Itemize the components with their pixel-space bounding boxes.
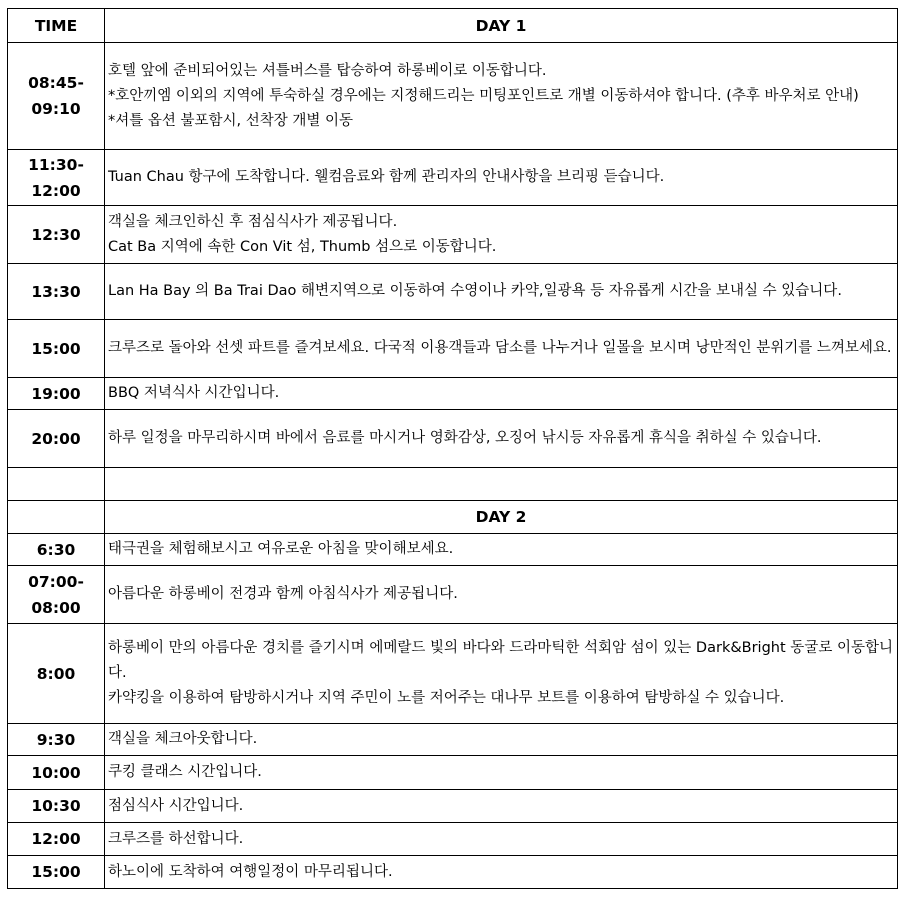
time-text: 20:00	[31, 429, 81, 448]
description-text: 크루즈를 하선합니다.	[108, 830, 244, 847]
schedule-row	[8, 150, 898, 206]
time-cell	[8, 150, 105, 206]
time-text: 6:30	[36, 540, 76, 559]
time-text: 8:00	[36, 664, 76, 683]
description-text: *셔틀 옵션 불포함시, 선착장 개별 이동	[108, 112, 354, 129]
description-text: Tuan Chau 항구에 도착합니다. 웰컴음료와 함께 관리자의 안내사항을 브리핑 듣습니다.	[108, 169, 665, 185]
time-text: 10:00	[31, 763, 81, 782]
time-text: 08:00	[31, 598, 81, 617]
schedule-row	[8, 624, 898, 724]
description-text: 크루즈로 돌아와 선셋 파트를 즐겨보세요. 다국적 이용객들과 담소를 나누거나 일몰을 보시며 낭만적인 분위기를 느껴보세요.	[108, 340, 892, 356]
schedule-row	[8, 566, 898, 624]
description-text: *호안끼엠 이외의 지역에 투숙하실 경우에는 지정해드리는 미팅포인트로 개별 이동하셔야 합니다. (추후 바우처로 안내)	[108, 87, 859, 104]
empty-cell	[8, 468, 105, 501]
description-cell	[105, 410, 898, 468]
time-header: TIME	[8, 9, 105, 43]
schedule-row	[8, 320, 898, 378]
spacer-row	[8, 468, 898, 501]
schedule-row	[8, 724, 898, 756]
time-cell	[8, 624, 105, 724]
time-text: 08:45-	[28, 74, 84, 92]
schedule-row	[8, 43, 898, 150]
description-cell	[105, 624, 898, 724]
description-cell	[105, 566, 898, 624]
time-text: 11:30-	[28, 155, 84, 174]
description-cell	[105, 150, 898, 206]
description-text: 하노이에 도착하여 여행일정이 마무리됩니다.	[108, 863, 393, 880]
time-cell	[8, 856, 105, 889]
description-text: 객실을 체크아웃합니다.	[108, 731, 258, 747]
empty-cell	[8, 501, 105, 534]
time-cell	[8, 264, 105, 320]
empty-cell	[105, 468, 898, 501]
time-cell	[8, 724, 105, 756]
description-text: Cat Ba 지역에 속한 Con Vit 섬, Thumb 섬으로 이동합니다.	[108, 238, 497, 255]
description-text: 카약킹을 이용하여 탐방하시거나 지역 주민이 노를 저어주는 대나무 보트를 이용하여 탐방하실 수 있습니다.	[108, 690, 785, 706]
description-text: 아름다운 하롱베이 전경과 함께 아침식사가 제공됩니다.	[108, 586, 458, 602]
description-cell	[105, 534, 898, 566]
description-cell	[105, 724, 898, 756]
description-cell	[105, 206, 898, 264]
time-text: 12:00	[31, 830, 81, 848]
description-text: 점심식사 시간입니다.	[108, 797, 244, 814]
schedule-row	[8, 756, 898, 790]
header-row-day2	[8, 501, 898, 534]
time-cell	[8, 378, 105, 410]
schedule-row	[8, 823, 898, 856]
time-text: 15:00	[31, 863, 81, 881]
time-text: 10:30	[31, 797, 81, 815]
time-cell	[8, 756, 105, 790]
time-text: 13:30	[31, 282, 81, 301]
description-text: BBQ 저녁식사 시간입니다.	[108, 385, 280, 401]
description-text: 하롱베이 만의 아름다운 경치를 즐기시며 에메랄드 빛의 바다와 드라마틱한 석회암 섬이 있는 Dark&Bright 동굴로 이동합니다.	[108, 640, 893, 681]
description-cell	[105, 264, 898, 320]
schedule-row	[8, 378, 898, 410]
description-text: Lan Ha Bay 의 Ba Trai Dao 해변지역으로 이동하여 수영이나 카약,일광욕 등 자유롭게 시간을 보내실 수 있습니다.	[108, 283, 842, 299]
schedule-row	[8, 790, 898, 823]
time-cell	[8, 43, 105, 150]
description-cell	[105, 856, 898, 889]
description-text: 하루 일정을 마무리하시며 바에서 음료를 마시거나 영화감상, 오징어 낚시등 자유롭게 휴식을 취하실 수 있습니다.	[108, 430, 822, 446]
schedule-row	[8, 264, 898, 320]
time-text: 12:30	[31, 225, 81, 244]
description-cell	[105, 320, 898, 378]
time-text: 07:00-	[28, 572, 84, 591]
description-text: 객실을 체크인하신 후 점심식사가 제공됩니다.	[108, 213, 398, 230]
time-cell	[8, 206, 105, 264]
time-text: 15:00	[31, 339, 81, 358]
time-text: 9:30	[36, 730, 76, 749]
schedule-row	[8, 206, 898, 264]
description-cell	[105, 756, 898, 790]
description-text: 쿠킹 클래스 시간입니다.	[108, 764, 262, 780]
time-cell	[8, 320, 105, 378]
time-text: 09:10	[31, 100, 81, 118]
day2-header: DAY 2	[105, 501, 898, 534]
header-row-day1	[8, 9, 898, 43]
description-cell	[105, 790, 898, 823]
schedule-row	[8, 534, 898, 566]
description-cell	[105, 378, 898, 410]
time-cell	[8, 534, 105, 566]
day1-header: DAY 1	[105, 9, 898, 43]
time-cell	[8, 790, 105, 823]
time-cell	[8, 823, 105, 856]
schedule-row	[8, 856, 898, 889]
time-cell	[8, 410, 105, 468]
description-cell	[105, 43, 898, 150]
description-cell	[105, 823, 898, 856]
time-text: 12:00	[31, 181, 81, 200]
time-cell	[8, 566, 105, 624]
itinerary-table	[7, 8, 898, 889]
schedule-row	[8, 410, 898, 468]
description-text: 태극권을 체험해보시고 여유로운 아침을 맞이해보세요.	[108, 541, 454, 557]
time-text: 19:00	[31, 384, 81, 403]
description-text: 호텔 앞에 준비되어있는 셔틀버스를 탑승하여 하롱베이로 이동합니다.	[108, 62, 547, 79]
